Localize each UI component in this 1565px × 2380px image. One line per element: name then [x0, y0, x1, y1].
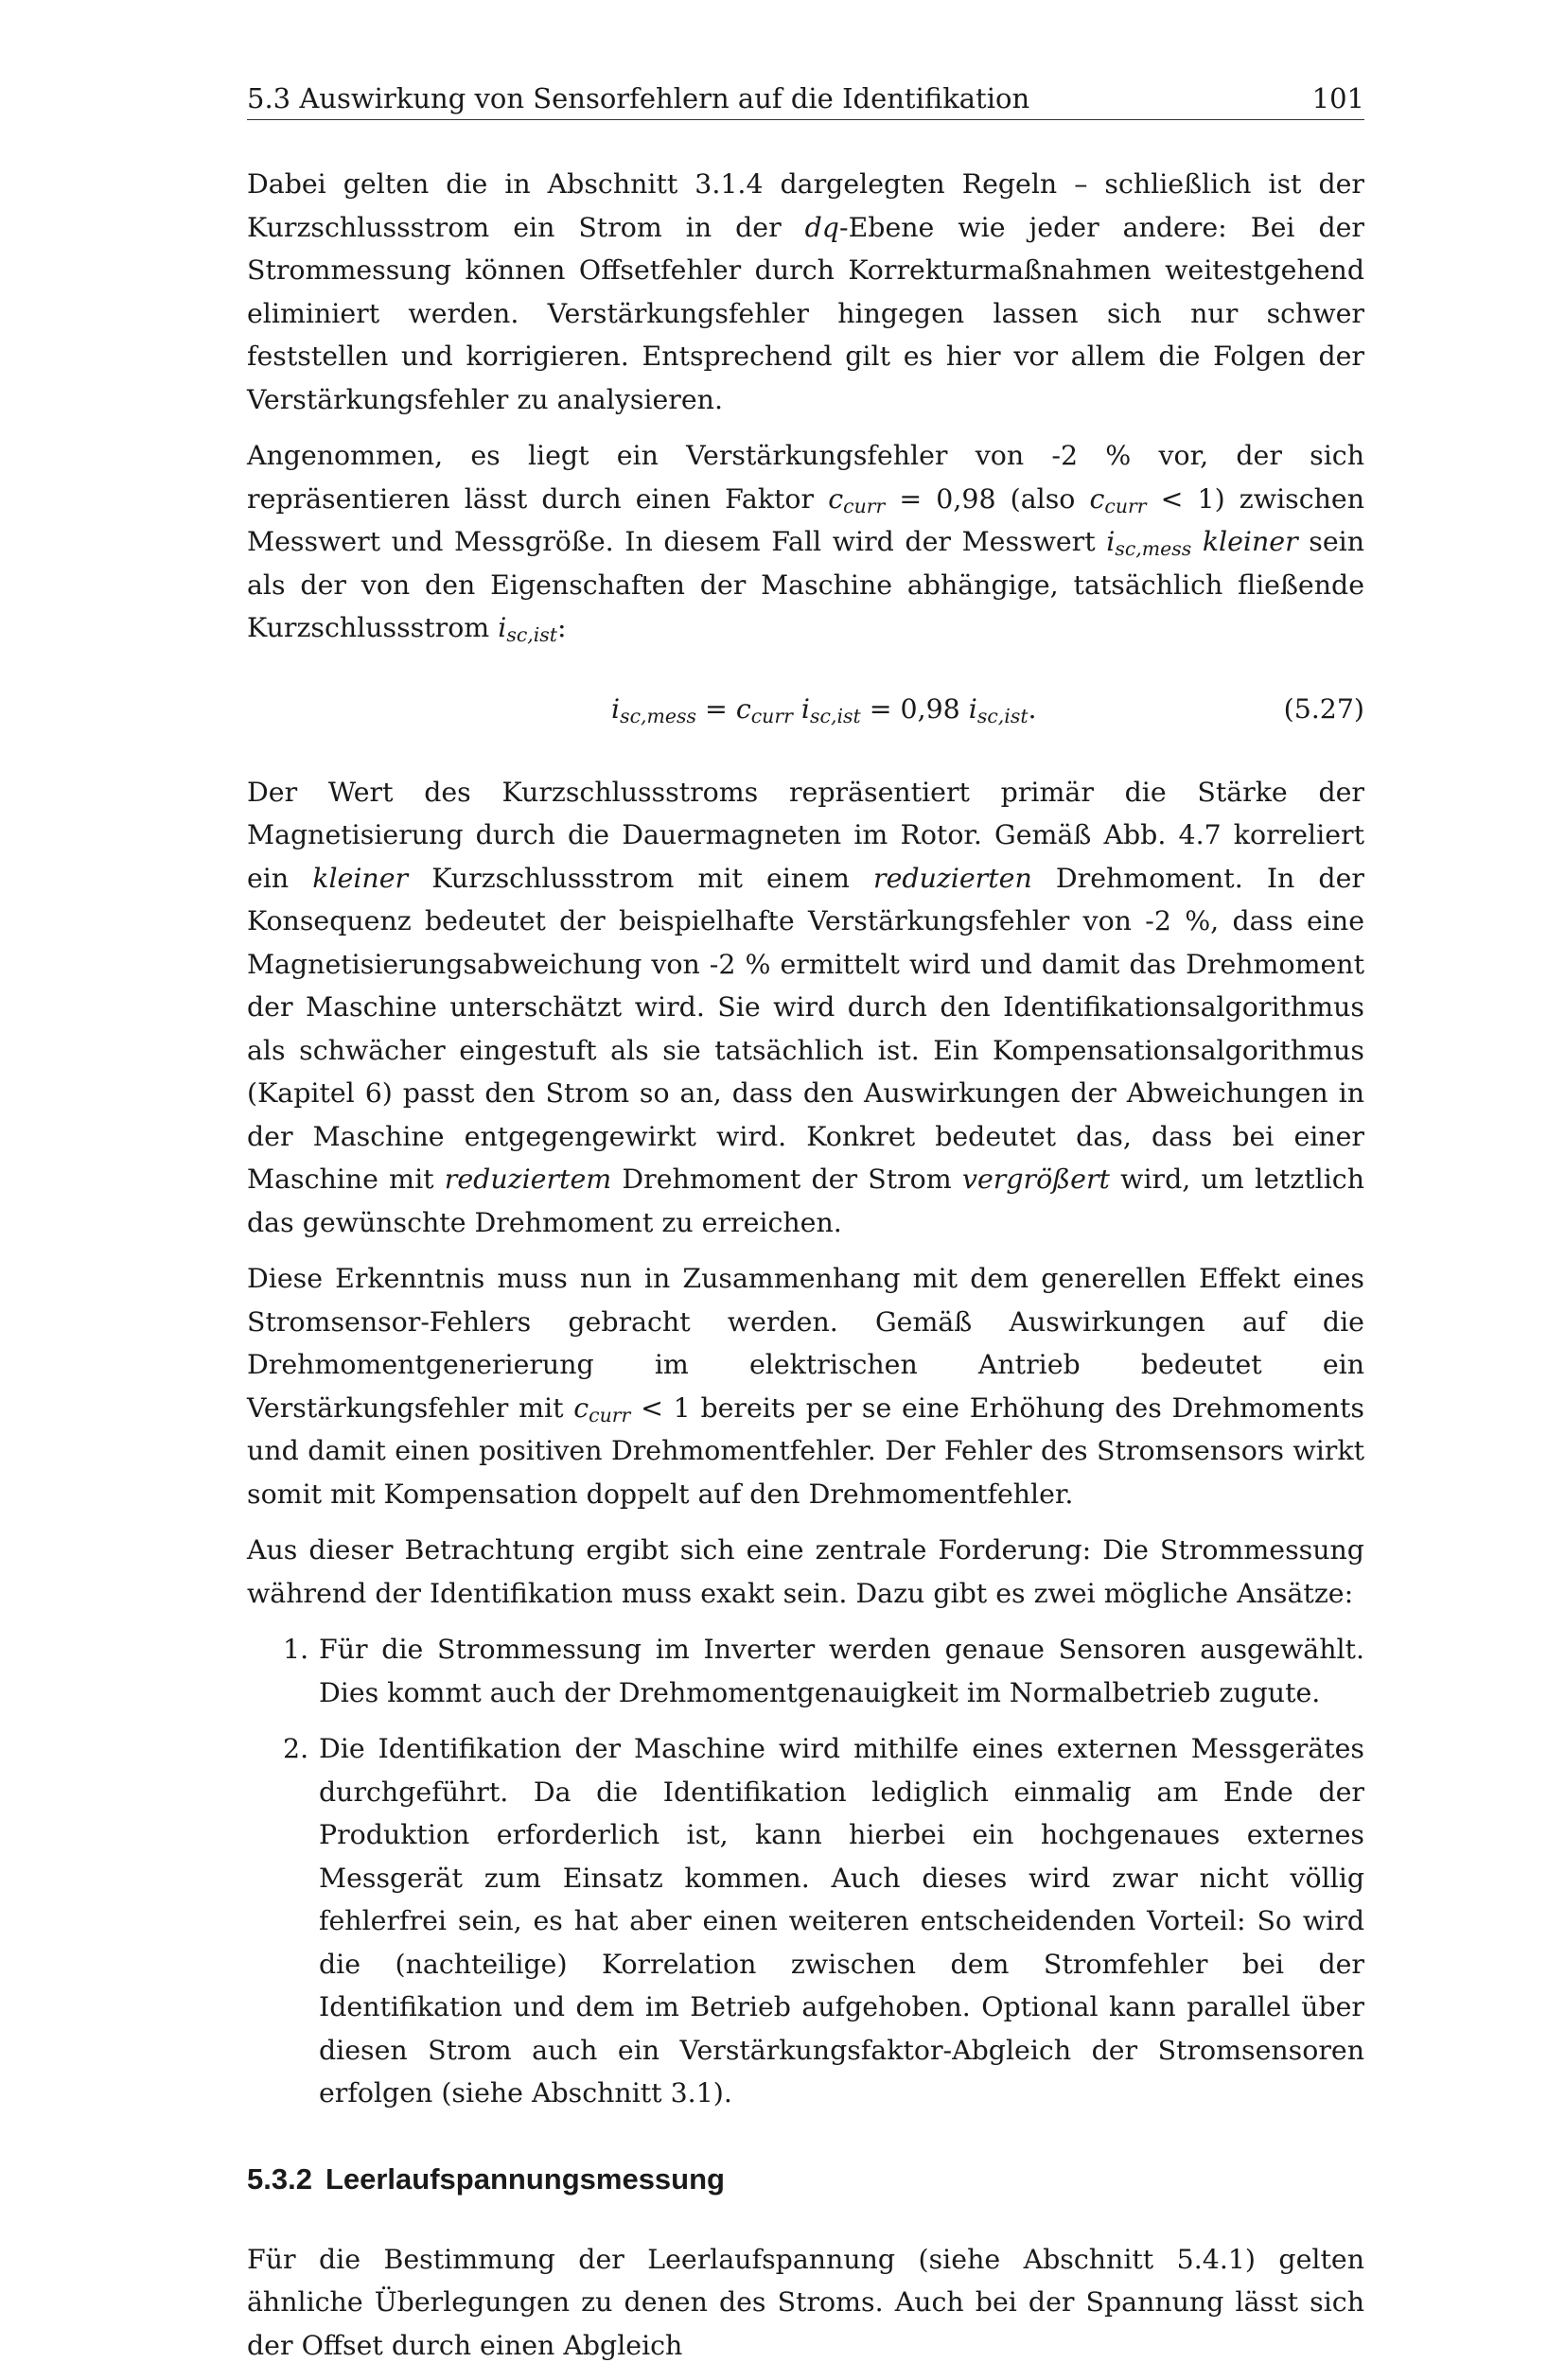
list-item-text: Die Identifikation der Maschine wird mithilfe eines externen Messgerätes durchgeführt. Da die Identifikation lediglich einmalig am Ende der Produktion erforderlich ist, kann hierbei ein hochgenaues externes Messgerät zum Einsatz kommen. Auch dieses wird zwar nicht völlig fehlerfrei sein, es hat aber einen weiteren entscheidenden Vorteil: So wird die (nachteilige) Korrelation zwischen dem Stromfehler bei der Identifikation und dem im Betrieb aufgehoben. Optional kann parallel über diesen Strom auch ein Verstärkungsfaktor-Abgleich der Stromsensoren erfolgen (siehe Abschnitt 3.1). [319, 1733, 1364, 2109]
paragraph-4: Diese Erkenntnis muss nun in Zusammenhang mit dem generellen Effekt eines Stromsensor-Fehlers gebracht werden. Gemäß Auswirkungen auf die Drehmomentgenerierung im elektrischen Antrieb bedeutet ein Verstärkungsfehler mit $c_{curr} < 1$ bereits per se eine Erhöhung des Drehmoments und damit einen positiven Drehmomentfehler. Der Fehler des Stromsensors wirkt somit mit Kompensation doppelt auf den Drehmomentfehler. [247, 1263, 1364, 1510]
paragraph-5: Aus dieser Betrachtung ergibt sich eine zentrale Forderung: Die Strommessung während der Identifikation muss exakt sein. Dazu gibt es zwei mögliche Ansätze: [247, 1534, 1364, 1609]
emphasis-kleiner: kleiner [1202, 526, 1298, 557]
section-heading [247, 2161, 1364, 2198]
math-i-sc-mess: $i_{sc,mess}$ [1106, 526, 1192, 561]
running-header-title: 5.3 Auswirkung von Sensorfehlern auf die Identifikation [247, 82, 1030, 114]
section-number: 5.3.2 [247, 2161, 312, 2196]
body-text [247, 163, 1364, 2380]
equation-number: (5.27) [1283, 692, 1364, 725]
list-item-number: 1. [283, 1634, 309, 1665]
math-c-curr: $c_{curr}$ [828, 482, 886, 517]
math-c-curr: $c_{curr}$ [1089, 482, 1147, 517]
math-i-sc-ist: $i_{sc,ist}$ [498, 612, 558, 647]
page-number: 101 [1311, 82, 1364, 114]
equation-5-27 [247, 680, 1364, 739]
list-item [247, 1628, 1364, 1714]
paragraph-6: Für die Bestimmung der Leerlaufspannung (siehe Abschnitt 5.4.1) gelten ähnliche Überlegungen zu denen des Stroms. Auch bei der Spannung lässt sich der Offset durch einen Abgleich [247, 2243, 1364, 2361]
list-item-number: 2. [283, 1733, 309, 1764]
list-item-text: Für die Strommessung im Inverter werden genaue Sensoren ausgewählt. Dies kommt auch der Drehmomentgenauigkeit im Normalbetrieb zugute. [319, 1634, 1364, 1708]
math-dq: dq [804, 211, 839, 243]
equation-body: $i_{sc,mess} = c_{curr}$ $i_{sc,ist} = 0,98$ $i_{sc,ist}$. [611, 692, 1037, 727]
list-item [247, 1727, 1364, 2115]
math-c-curr: $c_{curr}$ [573, 1391, 631, 1426]
numbered-list [247, 1628, 1364, 2115]
paragraph-1: Dabei gelten die in Abschnitt 3.1.4 dargelegten Regeln – schließlich ist der Kurzschlussstrom ein Strom in der dq-Ebene wie jeder andere: Bei der Strommessung können Offsetfehler durch Korrekturmaßnahmen weitestgehend eliminiert werden. Verstärkungsfehler hingegen lassen sich nur schwer feststellen und korrigieren. Entsprechend gilt es hier vor allem die Folgen der Verstärkungsfehler zu analysieren. [247, 168, 1364, 415]
paragraph-3: Der Wert des Kurzschlussstroms repräsentiert primär die Stärke der Magnetisierung durch die Dauermagneten im Rotor. Gemäß Abb. 4.7 korreliert ein kleiner Kurzschlussstrom mit einem reduzierten Drehmoment. In der Konsequenz bedeutet der beispielhafte Verstärkungsfehler von -2 %, dass eine Magnetisierungsabweichung von -2 % ermittelt wird und damit das Drehmoment der Maschine unterschätzt wird. Sie wird durch den Identifikationsalgorithmus als schwächer eingestuft als sie tatsächlich ist. Ein Kompensationsalgorithmus (Kapitel 6) passt den Strom so an, dass den Auswirkungen der Abweichungen in der Maschine entgegengewirkt wird. Konkret bedeutet das, dass bei einer Maschine mit reduziertem Drehmoment der Strom vergrößert wird, um letztlich das gewünschte Drehmoment zu erreichen. [247, 776, 1364, 1238]
running-header [247, 81, 1364, 120]
paragraph-2: Angenommen, es liegt ein Verstärkungsfehler von -2 % vor, der sich repräsentieren lässt durch einen Faktor $c_{curr} = 0,98$ (also $c_{curr} < 1$) zwischen Messwert und Messgröße. In diesem Fall wird der Messwert $i_{sc,mess}$ kleiner sein als der von den Eigenschaften der Maschine abhängige, tatsächlich fließende Kurzschlussstrom $i_{sc,ist}$: [247, 440, 1364, 647]
section-title: Leerlaufspannungsmessung [325, 2161, 725, 2196]
